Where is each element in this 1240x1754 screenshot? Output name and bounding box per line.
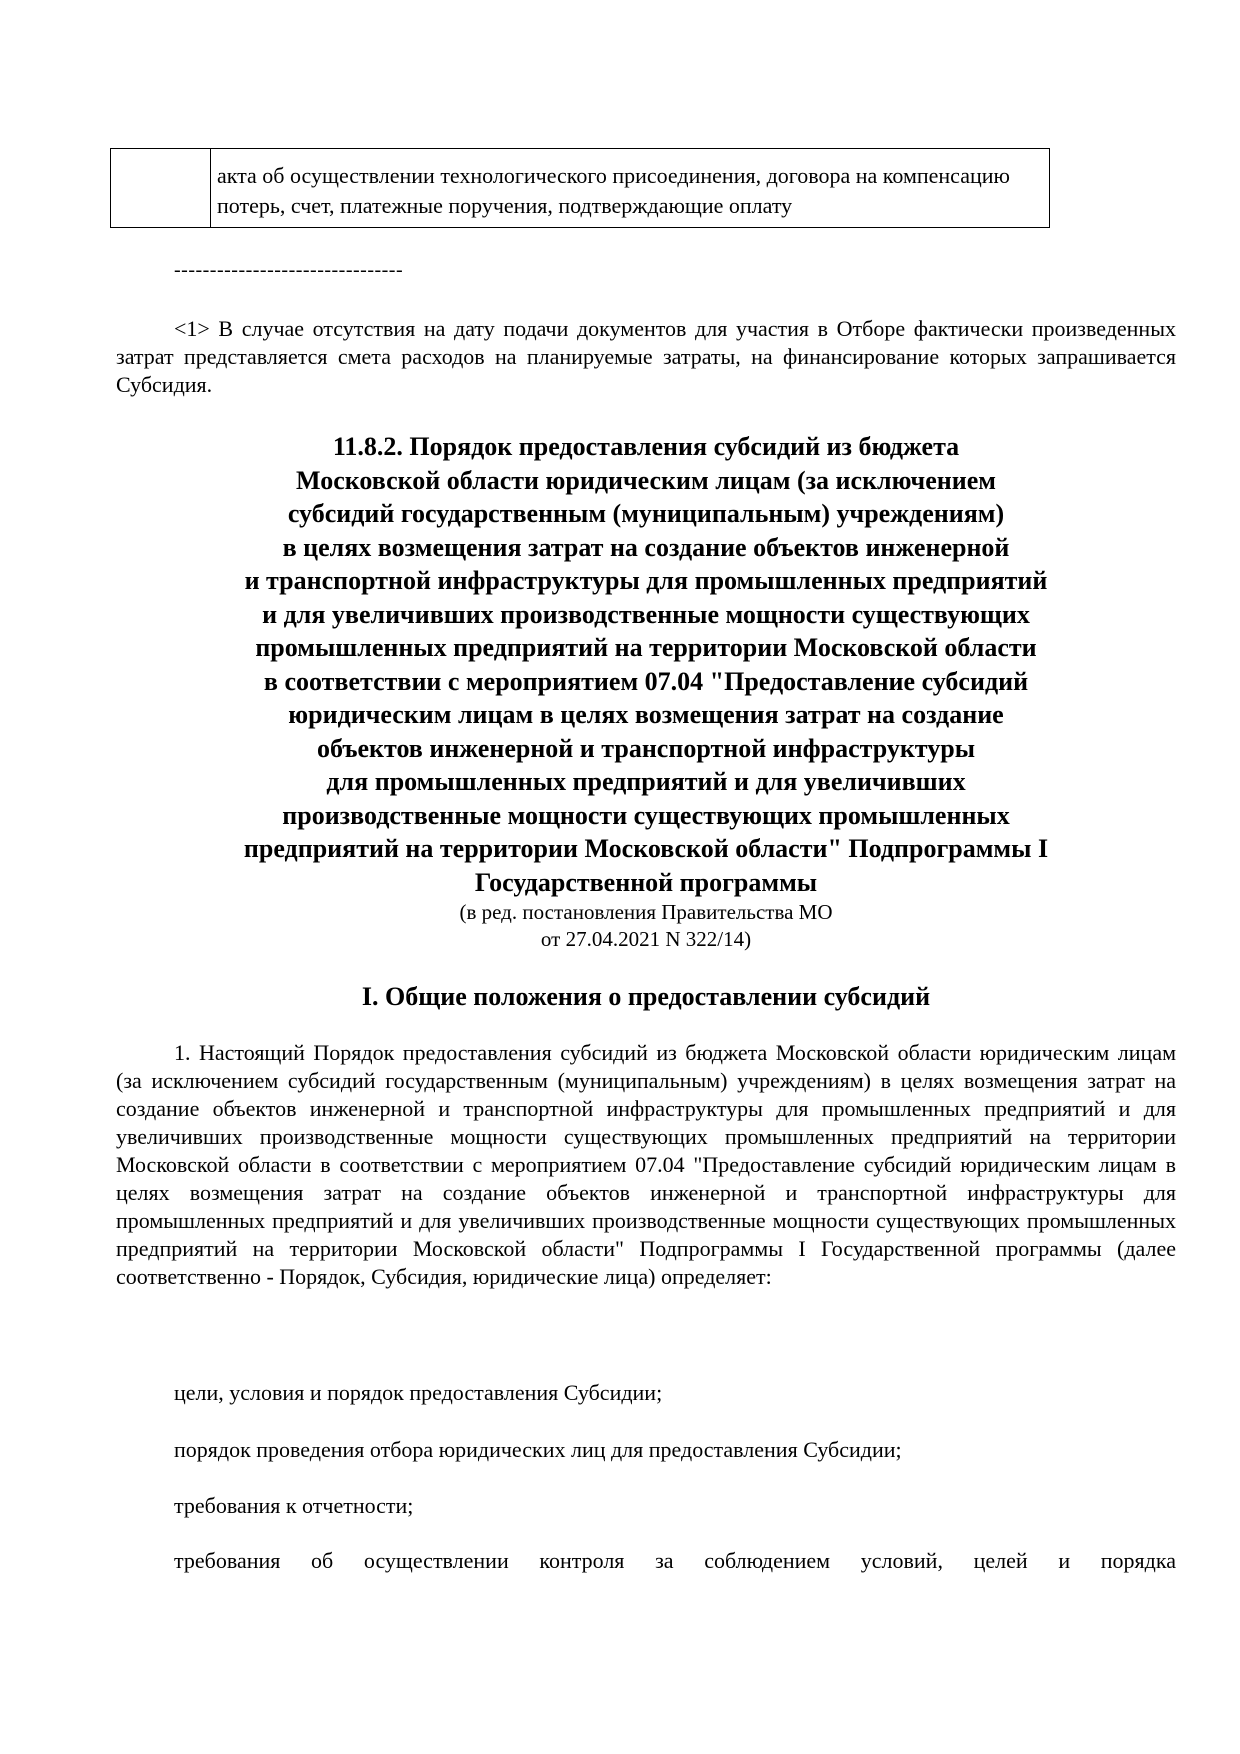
list-item: требования к отчетности; (174, 1493, 414, 1518)
title-line: Московской области юридическим лицам (за исключением (296, 465, 996, 495)
table-fragment (110, 148, 1050, 228)
title-line: в целях возмещения затрат на создание объектов инженерной (282, 532, 1010, 562)
title-line: объектов инженерной и транспортной инфраструктуры (316, 733, 975, 763)
title-line: юридическим лицам в целях возмещения затрат на создание (288, 700, 1004, 729)
title-line: 11.8.2. Порядок предоставления субсидий из бюджета (332, 432, 960, 461)
edition-note-line: (в ред. постановления Правительства МО (459, 900, 833, 924)
footnote-separator: -------------------------------- (174, 259, 404, 281)
paragraph-1: 1. Настоящий Порядок предоставления субсидий из бюджета Московской области юридическим лицам (за исключением субсидий государственным (муниципальным) учреждениям) в целях возмещения затрат на создание объектов инженерной и транспортной инфраструктуры для промышленных предприятий и для увеличивших производственные мощности существующих промышленных предприятий на территории Московской области в соответствии с мероприятием 07.04 "Предоставление субсидий юридическим лицам в целях возмещения затрат на создание объектов инженерной и транспортной инфраструктуры для промышленных предприятий и для увеличивших производственные мощности существующих промышленных предприятий на территории Московской области" Подпрограммы I Государственной программы (далее соответственно - Порядок, Субсидия, юридические лица) определяет: (116, 1040, 1176, 1289)
title-line: для промышленных предприятий и для увеличивших (326, 767, 966, 796)
list-item: порядок проведения отбора юридических лиц для предоставления Субсидии; (174, 1437, 902, 1462)
title-line: в соответствии с мероприятием 07.04 "Предоставление субсидий (263, 666, 1029, 696)
title-line: Государственной программы (474, 867, 818, 897)
table-cell-number (111, 149, 211, 227)
title-line: и для увеличивших производственные мощности существующих (262, 599, 1030, 629)
edition-note-line: от 27.04.2021 N 322/14) (540, 927, 752, 951)
title-line: производственные мощности существующих промышленных (282, 800, 1010, 830)
list-item: требования об осуществлении контроля за соблюдением условий, целей и порядка (174, 1548, 1176, 1573)
section-heading: I. Общие положения о предоставлении субсидий (361, 982, 931, 1011)
title-line: промышленных предприятий на территории Московской области (255, 633, 1037, 662)
section-title-block (116, 430, 1176, 953)
title-line: субсидий государственным (муниципальным) учреждениям) (287, 499, 1005, 528)
list-item: цели, условия и порядок предоставления Субсидии; (174, 1380, 663, 1405)
footnote-text: <1> В случае отсутствия на дату подачи документов для участия в Отборе фактически произведенных затрат представляется смета расходов на планируемые затраты, на финансирование которых запрашивается Субсидия. (116, 316, 1176, 397)
table-cell-text: акта об осуществлении технологического присоединения, договора на компенсацию потерь, счет, платежные поручения, подтверждающие оплату (217, 163, 1010, 218)
title-line: предприятий на территории Московской области" Подпрограммы I (243, 834, 1049, 863)
title-line: и транспортной инфраструктуры для промышленных предприятий (244, 566, 1048, 595)
